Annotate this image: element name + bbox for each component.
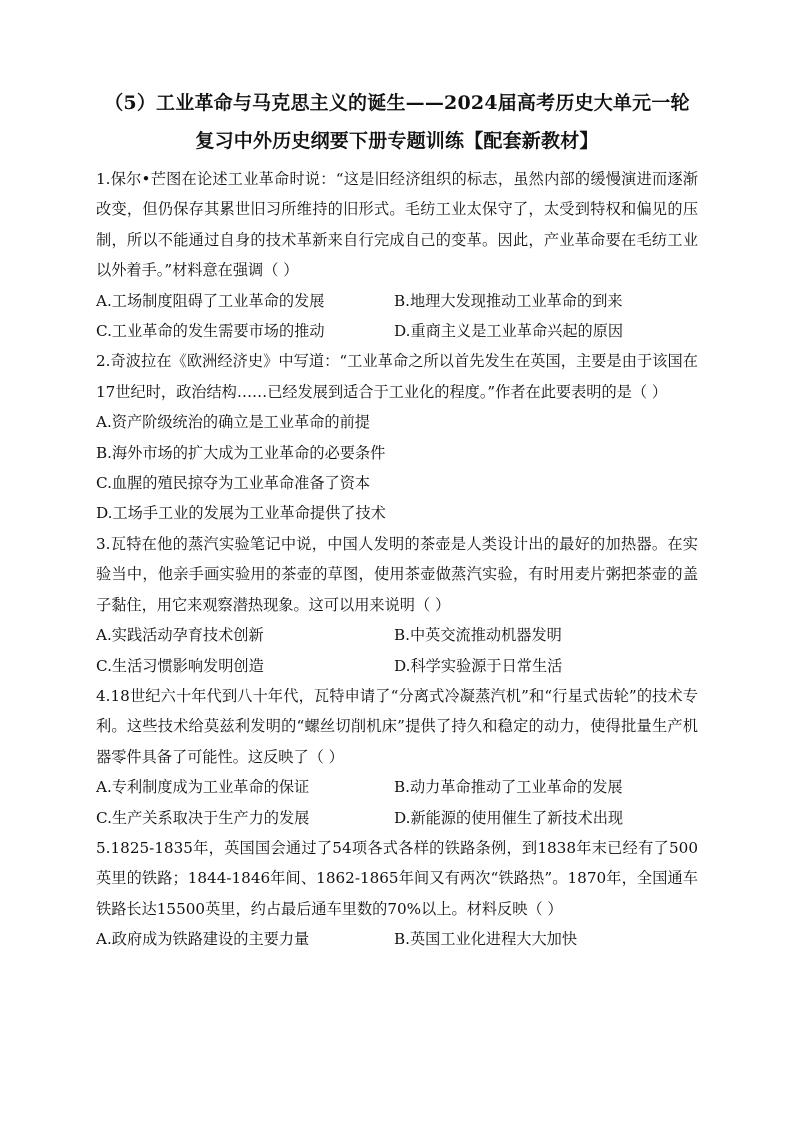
option-b: B.英国工业化进程大大加快 [394, 930, 578, 949]
option-list [96, 772, 698, 833]
option-a: A.资产阶级统治的确立是工业革命的前提 [96, 413, 370, 432]
option-b: B.动力革命推动了工业革命的发展 [394, 778, 623, 797]
option-a: A.政府成为铁路建设的主要力量 [96, 930, 310, 949]
option-c: C.血腥的殖民掠夺为工业革命准备了资本 [96, 474, 371, 493]
question-stem: 4.18世纪六十年代到八十年代，瓦特申请了“分离式冷凝蒸汽机”和“行星式齿轮”的技术专利。这些技术给莫兹利发明的“螺丝切削机床”提供了持久和稳定的动力，使得批量生产机器零件具备了可能性。这反映了（ ） [96, 686, 698, 766]
question-stem: 1.保尔•芒图在论述工业革命时说：“这是旧经济组织的标志，虽然内部的缓慢演进而逐渐改变，但仍保存其累世旧习所维持的旧形式。毛纺工业太保守了，太受到特权和偏见的压制，所以不能通过自身的技术革新来自行完成自己的变革。因此，产业革命要在毛纺工业以外着手。”材料意在强调（ ） [96, 170, 698, 280]
question-1 [96, 164, 698, 346]
option-list [96, 924, 698, 954]
option-a: A.专利制度成为工业革命的保证 [96, 778, 310, 797]
question-stem: 3.瓦特在他的蒸汽实验笔记中说，中国人发明的茶壶是人类设计出的最好的加热器。在实验当中，他亲手画实验用的茶壶的草图，使用茶壶做蒸汽实验，有时用麦片粥把茶壶的盖子黏住，用它来观察潜热现象。这可以用来说明（ ） [96, 534, 698, 614]
option-list [96, 620, 698, 681]
option-list [96, 407, 698, 529]
document-title [96, 84, 698, 160]
title-line-2: 复习中外历史纲要下册专题训练【配套新教材】 [195, 130, 599, 152]
option-d: D.工场手工业的发展为工业革命提供了技术 [96, 504, 386, 523]
option-b: B.中英交流推动机器发明 [394, 626, 562, 645]
question-5 [96, 833, 698, 955]
question-2 [96, 346, 698, 528]
option-c: C.生活习惯影响发明创造 [96, 656, 264, 675]
option-list [96, 286, 698, 347]
question-list [96, 164, 698, 955]
option-d: D.科学实验源于日常生活 [394, 656, 563, 675]
option-b: B.地理大发现推动工业革命的到来 [394, 291, 623, 310]
option-a: A.实践活动孕育技术创新 [96, 626, 264, 645]
option-d: D.重商主义是工业革命兴起的原因 [394, 322, 624, 341]
question-stem: 5.1825-1835年，英国国会通过了54项各式各样的铁路条例，到1838年末已经有了500英里的铁路；1844-1846年间、1862-1865年间又有两次“铁路热”。1870年，全国通车铁路长达15500英里，约占最后通车里数的70%以上。材料反映（ ） [96, 838, 698, 918]
option-a: A.工场制度阻碍了工业革命的发展 [96, 291, 325, 310]
title-line-1: （5）工业革命与马克思主义的诞生——2024届高考历史大单元一轮 [104, 92, 690, 114]
question-4 [96, 681, 698, 833]
option-d: D.新能源的使用催生了新技术出现 [394, 808, 624, 827]
option-c: C.工业革命的发生需要市场的推动 [96, 322, 325, 341]
question-3 [96, 529, 698, 681]
question-stem: 2.奇波拉在《欧洲经济史》中写道：“工业革命之所以首先发生在英国，主要是由于该国在17世纪时，政治结构……已经发展到适合于工业化的程度。”作者在此要表明的是（ ） [96, 352, 698, 401]
option-b: B.海外市场的扩大成为工业革命的必要条件 [96, 443, 386, 462]
option-c: C.生产关系取决于生产力的发展 [96, 808, 310, 827]
